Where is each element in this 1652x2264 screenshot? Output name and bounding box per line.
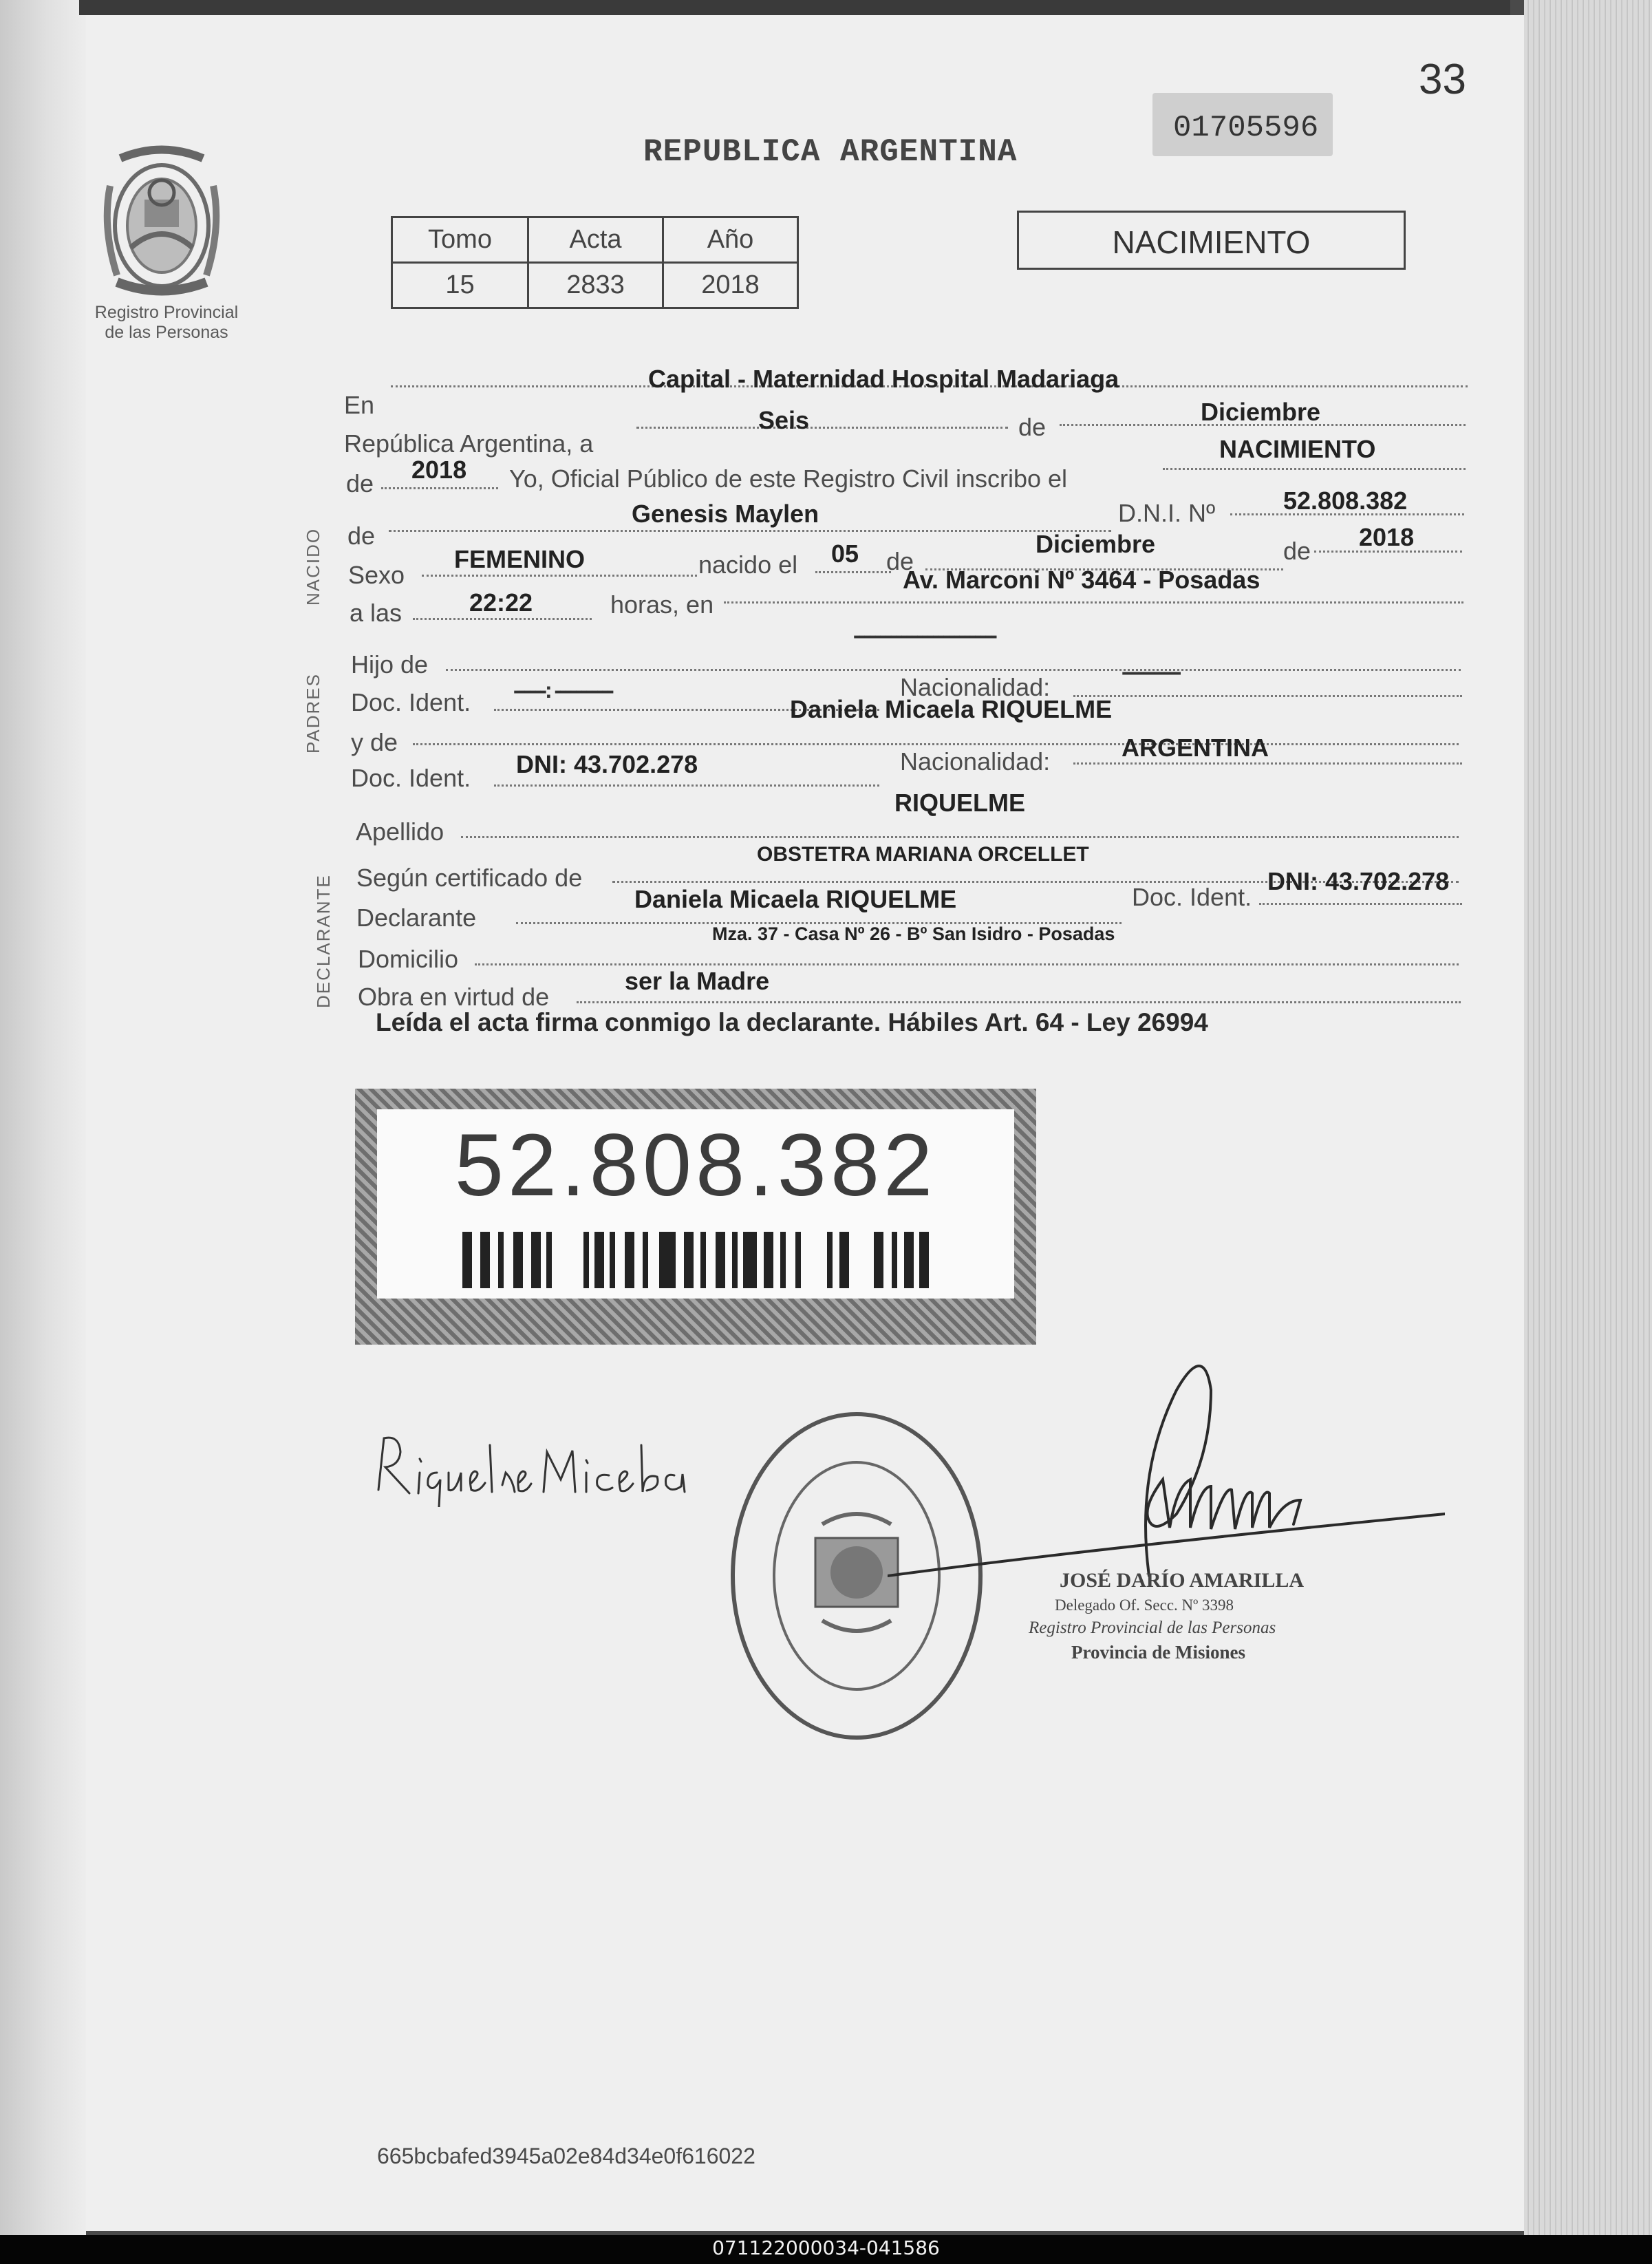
label-nacido-el: nacido el [698, 551, 798, 579]
label-domicilio: Domicilio [358, 945, 459, 973]
value-birth-month: Diciembre [1036, 530, 1156, 558]
registry-label-line2: de las Personas [105, 323, 228, 342]
value-declarant-doc: DNI: 43.702.278 [1267, 867, 1450, 895]
value-birth-year: 2018 [1359, 523, 1415, 551]
dotted-line [475, 963, 1459, 965]
document-title: REPUBLICA ARGENTINA [643, 134, 1018, 170]
label-en: En [344, 391, 375, 419]
value-anio: 2018 [663, 263, 798, 308]
dotted-line [1073, 695, 1462, 697]
label-a-las: a las [350, 599, 403, 627]
section-label-declarante: DECLARANTE [313, 874, 334, 1008]
label-dni: D.N.I. Nº [1118, 499, 1216, 527]
label-doc-ident-2: Doc. Ident. [351, 764, 471, 792]
label-de-birth-year: de [1283, 537, 1311, 565]
official-stamp [1029, 1569, 1304, 1663]
book-binding [0, 0, 86, 2235]
header-anio: Año [663, 217, 798, 263]
dni-barcode [462, 1232, 930, 1288]
value-by-virtue-of: ser la Madre [625, 967, 770, 995]
reference-table-header [392, 217, 798, 263]
value-certificate-by: OBSTETRA MARIANA ORCELLET [757, 843, 1089, 866]
official-province: Provincia de Misiones [1071, 1642, 1245, 1663]
dotted-line [636, 427, 1008, 429]
dotted-line [494, 784, 879, 787]
top-shadow [79, 0, 1510, 15]
dotted-line [1073, 762, 1462, 765]
serial-number: 01705596 [1152, 93, 1333, 156]
document-hash: 665bcbafed3945a02e84d34e0f616022 [377, 2144, 755, 2168]
dotted-line [446, 669, 1461, 671]
label-declarante: Declarante [356, 904, 477, 932]
dotted-line [577, 1001, 1461, 1003]
label-apellido: Apellido [356, 818, 444, 846]
label-sexo: Sexo [348, 561, 405, 589]
official-signature [888, 1349, 1445, 1596]
image-id-caption: 071122000034-041586 [712, 2236, 940, 2259]
value-tomo: 15 [392, 263, 528, 308]
dotted-line [381, 487, 498, 489]
page-edges [1524, 0, 1652, 2235]
value-day-word: Seis [758, 406, 810, 434]
label-de-month: de [1018, 413, 1047, 441]
value-act-kind: NACIMIENTO [1219, 435, 1376, 463]
value-mother-nationality: ARGENTINA [1122, 734, 1269, 762]
label-obra-en-virtud: Obra en virtud de [358, 983, 550, 1011]
value-father-nationality: ----------- [1122, 659, 1180, 684]
dotted-line [413, 743, 1459, 745]
official-role: Delegado Of. Secc. Nº 3398 [1055, 1596, 1234, 1614]
value-place: Capital - Maternidad Hospital Madariaga [648, 365, 1119, 393]
value-time: 22:22 [469, 588, 533, 617]
dotted-line [815, 571, 891, 573]
value-declarant: Daniela Micaela RIQUELME [634, 885, 957, 913]
official-name: JOSÉ DARÍO AMARILLA [1060, 1569, 1305, 1592]
label-hijo-de: Hijo de [351, 650, 429, 679]
value-birth-day: 05 [831, 540, 859, 568]
label-de-year: de [346, 469, 374, 498]
reference-table-values [392, 263, 798, 308]
dotted-line [422, 575, 697, 577]
label-de-name: de [347, 522, 376, 550]
dni-sticker-number: 52.808.382 [454, 1116, 937, 1215]
value-father-name: --------------------------- [853, 623, 996, 648]
act-type-box: NACIMIENTO [1017, 211, 1406, 270]
value-acta: 2833 [528, 263, 663, 308]
provincial-emblem-icon [96, 145, 227, 303]
value-mother-doc: DNI: 43.702.278 [516, 750, 698, 778]
section-label-nacido: NACIDO [303, 527, 323, 606]
label-de-birth-month: de [886, 547, 914, 575]
value-domicile: Mza. 37 - Casa Nº 26 - Bº San Isidro - Posadas [712, 923, 1115, 944]
dotted-line [413, 618, 592, 620]
label-nacionalidad-1: Nacionalidad: [900, 673, 1051, 701]
official-office: Registro Provincial de las Personas [1029, 1619, 1276, 1637]
value-father-doc: ------: ----------- [513, 678, 612, 703]
label-horas-en: horas, en [610, 590, 714, 619]
header-acta: Acta [528, 217, 663, 263]
closing-statement: Leída el acta firma conmigo la declarante. Hábiles Art. 64 - Ley 26994 [376, 1008, 1208, 1036]
declarant-handwritten-signature [372, 1424, 729, 1507]
label-doc-ident-1: Doc. Ident. [351, 688, 471, 716]
dotted-line [389, 530, 1111, 532]
dotted-line [1163, 468, 1466, 470]
value-sex: FEMENINO [454, 545, 586, 573]
value-year: 2018 [411, 456, 467, 484]
label-republica: República Argentina, a [344, 429, 594, 458]
dotted-line [461, 836, 1459, 838]
label-doc-ident-3: Doc. Ident. [1132, 883, 1252, 911]
label-segun-certificado: Según certificado de [356, 864, 583, 892]
page-number: 33 [1419, 56, 1466, 103]
dotted-line [724, 601, 1463, 604]
value-name: Genesis Maylen [632, 500, 819, 528]
label-yo-oficial: Yo, Oficial Público de este Registro Civil inscribo el [509, 464, 1068, 493]
registry-label [84, 303, 249, 343]
label-nacionalidad-2: Nacionalidad: [900, 747, 1051, 776]
value-mother-name: Daniela Micaela RIQUELME [790, 695, 1113, 723]
value-surname: RIQUELME [894, 789, 1026, 817]
value-month: Diciembre [1201, 398, 1321, 426]
label-y-de: y de [351, 728, 398, 756]
header-tomo: Tomo [392, 217, 528, 263]
value-address: Av. Marconi Nº 3464 - Posadas [903, 566, 1261, 594]
reference-table [391, 216, 799, 309]
value-dni: 52.808.382 [1283, 487, 1408, 515]
section-label-padres: PADRES [303, 673, 323, 754]
dotted-line [1259, 903, 1462, 905]
registry-label-line1: Registro Provincial [94, 303, 239, 322]
